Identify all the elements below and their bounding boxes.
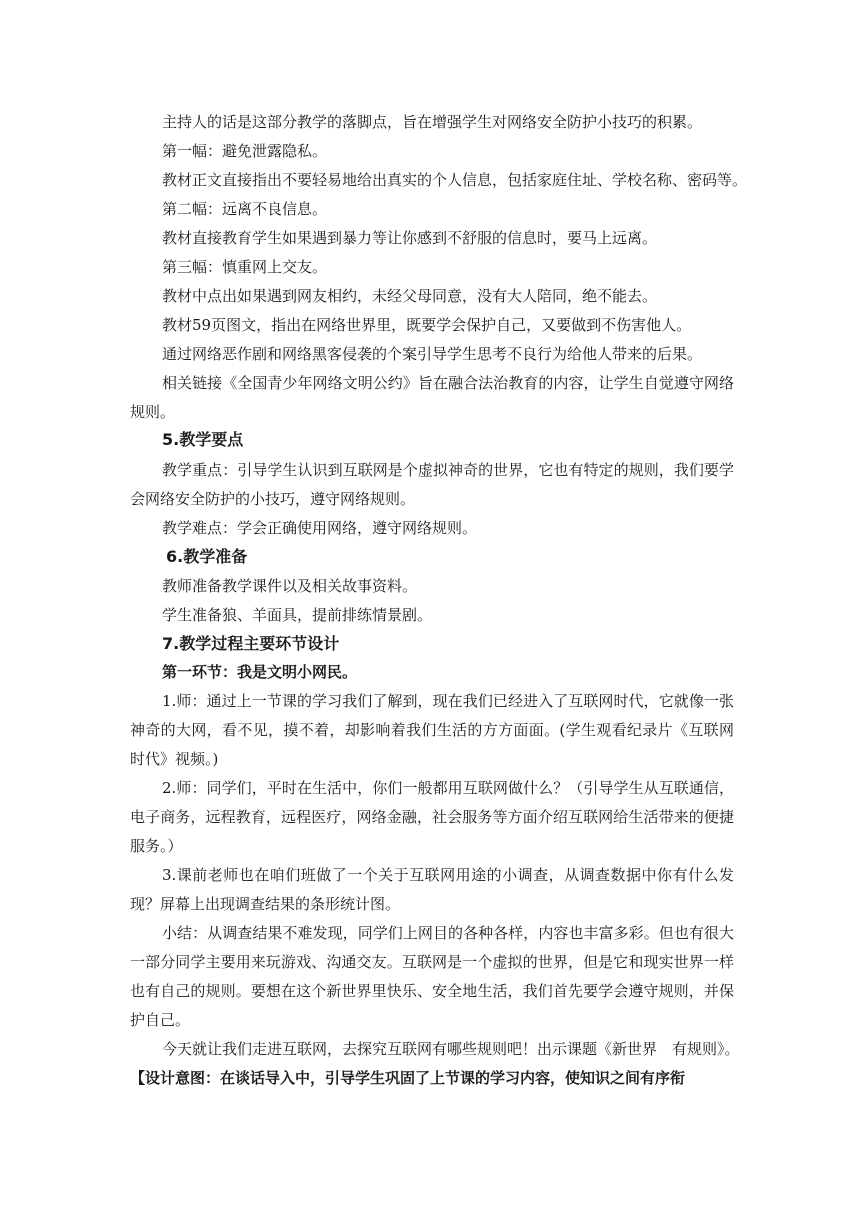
paragraph: 1.师：通过上一节课的学习我们了解到，现在我们已经进入了互联网时代，它就像一张神奇的大网，看不见，摸不着，却影响着我们生活的方方面面。(学生观看纪录片《互联网时代》视频。) [130,692,734,768]
step-title: 第一环节：我是文明小网民。 [162,663,358,681]
paragraph: 今天就让我们走进互联网，去探究互联网有哪些规则吧！出示课题《新世界 有规则》。 [162,1040,740,1058]
paragraph: 相关链接《全国青少年网络文明公约》旨在融合法治教育的内容，让学生自觉遵守网络规则。 [130,374,734,421]
paragraph-key-points: 教学重点：引导学生认识到互联网是个虚拟神奇的世界，它也有特定的规则，我们要学会网络安全防护的小技巧，遵守网络规则。 [130,461,734,508]
paragraph: 第二幅：远离不良信息。 [162,200,328,218]
section-heading-7: 7.教学过程主要环节设计 [162,634,340,653]
paragraph: 主持人的话是这部分教学的落脚点，旨在增强学生对网络安全防护小技巧的积累。 [162,113,703,131]
paragraph: 教材正文直接指出不要轻易地给出真实的个人信息，包括家庭住址、学校名称、密码等。 [162,171,748,189]
design-intent: 【设计意图：在谈话导入中，引导学生巩固了上节课的学习内容，使知识之间有序衔 [130,1069,686,1087]
paragraph: 通过网络恶作剧和网络黑客侵袭的个案引导学生思考不良行为给他人带来的后果。 [162,345,703,363]
paragraph: 3.课前老师也在咱们班做了一个关于互联网用途的小调查，从调查数据中你有什么发现？屏幕上出现调查结果的条形统计图。 [130,866,734,913]
paragraph: 学生准备狼、羊面具，提前排练情景剧。 [162,606,433,624]
paragraph-summary: 小结：从调查结果不难发现，同学们上网目的各种各样，内容也丰富多彩。但也有很大一部分同学主要用来玩游戏、沟通交友。互联网是一个虚拟的世界，但是它和现实世界一样也有自己的规则。要想在这个新世界里快乐、安全地生活，我们首先要学会遵守规则，并保护自己。 [130,924,734,1029]
paragraph: 2.师：同学们，平时在生活中，你们一般都用互联网做什么？（引导学生从互联通信，电子商务，远程教育，远程医疗，网络金融，社会服务等方面介绍互联网给生活带来的便捷服务。） [130,779,734,855]
paragraph: 教材59页图文，指出在网络世界里，既要学会保护自己，又要做到不伤害他人。 [162,316,692,334]
paragraph: 第一幅：避免泄露隐私。 [162,142,328,160]
paragraph: 教材中点出如果遇到网友相约，未经父母同意，没有大人陪同，绝不能去。 [162,287,658,305]
paragraph: 教师准备教学课件以及相关故事资料。 [162,577,418,595]
paragraph-difficult-points: 教学难点：学会正确使用网络，遵守网络规则。 [162,519,478,537]
section-heading-6: 6.教学准备 [166,547,248,566]
section-heading-5: 5.教学要点 [162,430,244,449]
paragraph: 第三幅：慎重网上交友。 [162,258,328,276]
paragraph: 教材直接教育学生如果遇到暴力等让你感到不舒服的信息时，要马上远离。 [162,229,658,247]
